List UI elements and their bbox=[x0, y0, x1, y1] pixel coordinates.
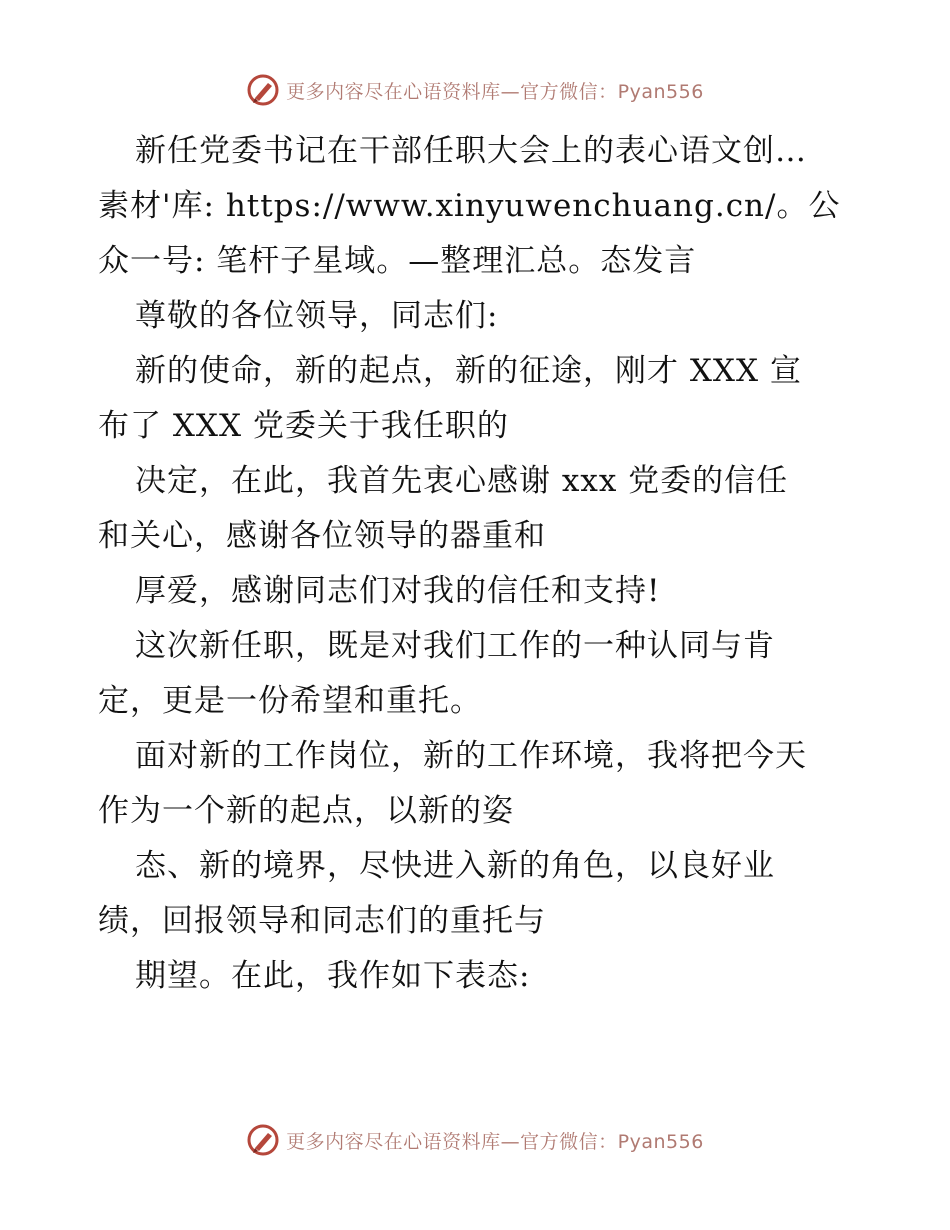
text-line: 尊敬的各位领导，同志们: bbox=[135, 298, 499, 334]
text-line: 作为一个新的起点，以新的姿 bbox=[98, 793, 514, 829]
text-line: 绩，回报领导和同志们的重托与 bbox=[98, 903, 546, 939]
footer-watermark bbox=[0, 1120, 950, 1160]
text-line: 面对新的工作岗位，新的工作环境，我将把今天 bbox=[135, 738, 807, 774]
text-line: 布了 XXX 党委关于我任职的 bbox=[98, 408, 509, 444]
document-body bbox=[98, 124, 858, 1004]
watermark-text: 更多内容尽在心语资料库—官方微信：Pyan556 bbox=[286, 1130, 704, 1153]
pen-logo-icon bbox=[246, 1123, 280, 1157]
text-line: 定，更是一份希望和重托。 bbox=[98, 683, 482, 719]
text-line: 新任党委书记在干部任职大会上的表心语文创… bbox=[135, 133, 807, 169]
text-line: 素材'库: https://www.xinyuwenchuang.cn/。公 bbox=[98, 188, 841, 224]
pen-logo-icon bbox=[246, 73, 280, 107]
text-line: 众一号: 笔杆子星域。—整理汇总。态发言 bbox=[98, 243, 697, 279]
text-line: 厚爱，感谢同志们对我的信任和支持! bbox=[135, 573, 661, 609]
text-line: 决定，在此，我首先衷心感谢 xxx 党委的信任 bbox=[135, 463, 789, 499]
text-line: 期望。在此，我作如下表态: bbox=[135, 958, 531, 994]
text-line: 态、新的境界，尽快进入新的角色，以良好业 bbox=[135, 848, 775, 884]
watermark-text: 更多内容尽在心语资料库—官方微信：Pyan556 bbox=[286, 80, 704, 103]
header-watermark bbox=[0, 70, 950, 110]
text-line: 新的使命，新的起点，新的征途，刚才 XXX 宣 bbox=[135, 353, 802, 389]
text-line: 这次新任职，既是对我们工作的一种认同与肯 bbox=[135, 628, 775, 664]
text-line: 和关心，感谢各位领导的器重和 bbox=[98, 518, 546, 554]
